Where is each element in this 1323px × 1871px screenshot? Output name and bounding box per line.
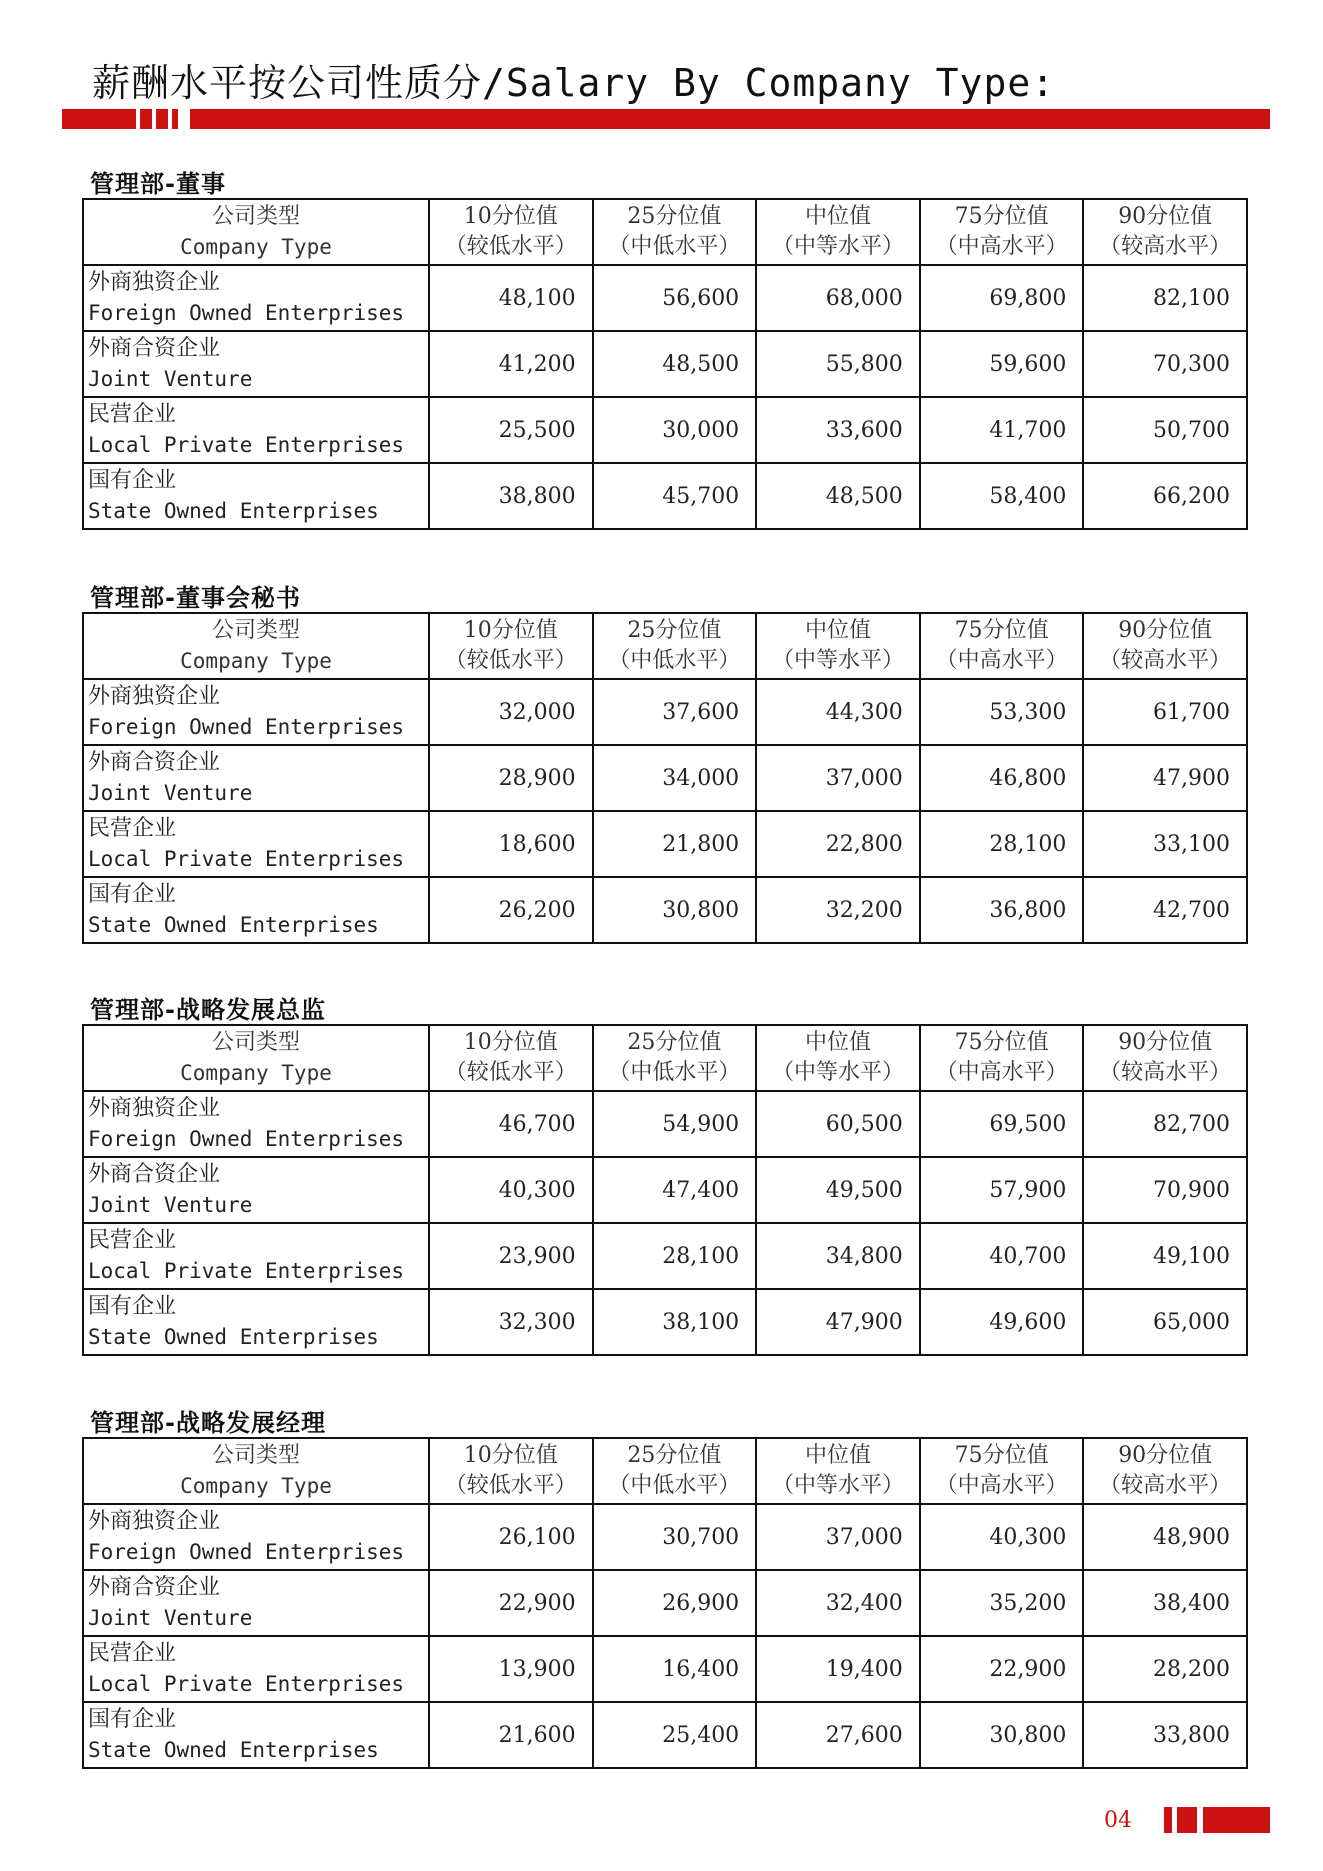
row-company-type: 国有企业 State Owned Enterprises <box>83 1289 429 1355</box>
section-title: 管理部-董事 <box>90 170 226 198</box>
header-p90: 90分位值 （较高水平） <box>1083 1438 1247 1504</box>
cell-p75: 58,400 <box>920 463 1084 529</box>
cell-p75: 69,500 <box>920 1091 1084 1157</box>
cell-median: 37,000 <box>756 745 920 811</box>
cell-p25: 54,900 <box>593 1091 757 1157</box>
cell-p10: 32,000 <box>429 679 593 745</box>
cell-p10: 40,300 <box>429 1157 593 1223</box>
cell-median: 55,800 <box>756 331 920 397</box>
header-bar-block-3 <box>172 109 178 129</box>
cell-p90: 28,200 <box>1083 1636 1247 1702</box>
cell-median: 33,600 <box>756 397 920 463</box>
cell-p90: 42,700 <box>1083 877 1247 943</box>
table-row <box>83 811 1247 877</box>
cell-p90: 50,700 <box>1083 397 1247 463</box>
header-p10: 10分位值 （较低水平） <box>429 1438 593 1504</box>
cell-p25: 21,800 <box>593 811 757 877</box>
cell-p90: 47,900 <box>1083 745 1247 811</box>
row-company-type: 民营企业 Local Private Enterprises <box>83 811 429 877</box>
cell-p25: 26,900 <box>593 1570 757 1636</box>
cell-p90: 33,100 <box>1083 811 1247 877</box>
row-company-type: 外商独资企业 Foreign Owned Enterprises <box>83 1504 429 1570</box>
cell-median: 48,500 <box>756 463 920 529</box>
header-p75: 75分位值 （中高水平） <box>920 199 1084 265</box>
table-header-row <box>83 613 1247 679</box>
salary-table <box>82 1024 1248 1356</box>
cell-p25: 38,100 <box>593 1289 757 1355</box>
cell-p90: 70,300 <box>1083 331 1247 397</box>
header-p25: 25分位值 （中低水平） <box>593 1025 757 1091</box>
row-company-type: 民营企业 Local Private Enterprises <box>83 397 429 463</box>
header-bar-main <box>190 109 1270 129</box>
section-title: 管理部-董事会秘书 <box>90 584 301 612</box>
salary-table <box>82 198 1248 530</box>
cell-p75: 46,800 <box>920 745 1084 811</box>
cell-p75: 28,100 <box>920 811 1084 877</box>
header-median: 中位值 （中等水平） <box>756 1025 920 1091</box>
header-median: 中位值 （中等水平） <box>756 199 920 265</box>
cell-p25: 16,400 <box>593 1636 757 1702</box>
cell-p10: 41,200 <box>429 331 593 397</box>
page-number: 04 <box>1104 1808 1132 1833</box>
section-title: 管理部-战略发展总监 <box>90 996 326 1024</box>
row-company-type: 外商合资企业 Joint Venture <box>83 1570 429 1636</box>
header-p90: 90分位值 （较高水平） <box>1083 613 1247 679</box>
cell-p90: 49,100 <box>1083 1223 1247 1289</box>
cell-p75: 49,600 <box>920 1289 1084 1355</box>
cell-p75: 40,300 <box>920 1504 1084 1570</box>
section-title: 管理部-战略发展经理 <box>90 1409 326 1437</box>
table-row <box>83 745 1247 811</box>
header-company-type: 公司类型 Company Type <box>83 613 429 679</box>
table-header-row <box>83 1025 1247 1091</box>
footer-bar-main <box>1203 1807 1270 1833</box>
cell-median: 47,900 <box>756 1289 920 1355</box>
cell-p25: 30,800 <box>593 877 757 943</box>
header-p75: 75分位值 （中高水平） <box>920 1438 1084 1504</box>
header-p75: 75分位值 （中高水平） <box>920 1025 1084 1091</box>
row-company-type: 民营企业 Local Private Enterprises <box>83 1636 429 1702</box>
cell-median: 34,800 <box>756 1223 920 1289</box>
cell-p90: 65,000 <box>1083 1289 1247 1355</box>
cell-p25: 47,400 <box>593 1157 757 1223</box>
cell-p90: 70,900 <box>1083 1157 1247 1223</box>
cell-median: 27,600 <box>756 1702 920 1768</box>
cell-p10: 38,800 <box>429 463 593 529</box>
cell-p75: 41,700 <box>920 397 1084 463</box>
cell-median: 32,200 <box>756 877 920 943</box>
header-p25: 25分位值 （中低水平） <box>593 613 757 679</box>
row-company-type: 民营企业 Local Private Enterprises <box>83 1223 429 1289</box>
table-header-row <box>83 199 1247 265</box>
cell-p10: 26,200 <box>429 877 593 943</box>
header-p90: 90分位值 （较高水平） <box>1083 199 1247 265</box>
table-row <box>83 1504 1247 1570</box>
row-company-type: 国有企业 State Owned Enterprises <box>83 877 429 943</box>
cell-p75: 22,900 <box>920 1636 1084 1702</box>
cell-p25: 30,000 <box>593 397 757 463</box>
salary-table <box>82 1437 1248 1769</box>
cell-p75: 53,300 <box>920 679 1084 745</box>
header-company-type: 公司类型 Company Type <box>83 199 429 265</box>
cell-p25: 48,500 <box>593 331 757 397</box>
cell-p10: 18,600 <box>429 811 593 877</box>
cell-median: 37,000 <box>756 1504 920 1570</box>
table-row <box>83 1636 1247 1702</box>
cell-p25: 30,700 <box>593 1504 757 1570</box>
header-bar-left <box>62 109 136 129</box>
salary-table <box>82 612 1248 944</box>
cell-p10: 21,600 <box>429 1702 593 1768</box>
cell-p75: 59,600 <box>920 331 1084 397</box>
header-company-type: 公司类型 Company Type <box>83 1438 429 1504</box>
header-p25: 25分位值 （中低水平） <box>593 1438 757 1504</box>
row-company-type: 外商独资企业 Foreign Owned Enterprises <box>83 265 429 331</box>
table-row <box>83 331 1247 397</box>
header-p10: 10分位值 （较低水平） <box>429 1025 593 1091</box>
cell-p25: 25,400 <box>593 1702 757 1768</box>
cell-median: 49,500 <box>756 1157 920 1223</box>
cell-p10: 32,300 <box>429 1289 593 1355</box>
table-row <box>83 397 1247 463</box>
cell-p25: 34,000 <box>593 745 757 811</box>
cell-p10: 48,100 <box>429 265 593 331</box>
row-company-type: 国有企业 State Owned Enterprises <box>83 463 429 529</box>
row-company-type: 外商合资企业 Joint Venture <box>83 331 429 397</box>
cell-p10: 25,500 <box>429 397 593 463</box>
cell-p90: 48,900 <box>1083 1504 1247 1570</box>
header-median: 中位值 （中等水平） <box>756 613 920 679</box>
cell-p90: 33,800 <box>1083 1702 1247 1768</box>
cell-p75: 57,900 <box>920 1157 1084 1223</box>
cell-p75: 36,800 <box>920 877 1084 943</box>
cell-median: 68,000 <box>756 265 920 331</box>
header-company-type: 公司类型 Company Type <box>83 1025 429 1091</box>
cell-p10: 22,900 <box>429 1570 593 1636</box>
cell-p25: 45,700 <box>593 463 757 529</box>
table-row <box>83 1289 1247 1355</box>
cell-median: 44,300 <box>756 679 920 745</box>
table-row <box>83 679 1247 745</box>
cell-p10: 26,100 <box>429 1504 593 1570</box>
page-title: 薪酬水平按公司性质分/Salary By Company Type: <box>92 61 1056 105</box>
header-bar-block-2 <box>156 109 168 129</box>
table-header-row <box>83 1438 1247 1504</box>
row-company-type: 外商独资企业 Foreign Owned Enterprises <box>83 1091 429 1157</box>
table-row <box>83 877 1247 943</box>
cell-median: 19,400 <box>756 1636 920 1702</box>
cell-p90: 66,200 <box>1083 463 1247 529</box>
row-company-type: 外商独资企业 Foreign Owned Enterprises <box>83 679 429 745</box>
cell-p10: 23,900 <box>429 1223 593 1289</box>
cell-p10: 46,700 <box>429 1091 593 1157</box>
table-row <box>83 1157 1247 1223</box>
header-p10: 10分位值 （较低水平） <box>429 199 593 265</box>
table-row <box>83 463 1247 529</box>
cell-p90: 82,700 <box>1083 1091 1247 1157</box>
table-row <box>83 1702 1247 1768</box>
cell-p90: 38,400 <box>1083 1570 1247 1636</box>
header-bar-block-1 <box>140 109 152 129</box>
row-company-type: 外商合资企业 Joint Venture <box>83 745 429 811</box>
cell-p25: 37,600 <box>593 679 757 745</box>
header-p90: 90分位值 （较高水平） <box>1083 1025 1247 1091</box>
header-median: 中位值 （中等水平） <box>756 1438 920 1504</box>
cell-median: 60,500 <box>756 1091 920 1157</box>
cell-p75: 40,700 <box>920 1223 1084 1289</box>
cell-p25: 56,600 <box>593 265 757 331</box>
header-p25: 25分位值 （中低水平） <box>593 199 757 265</box>
cell-p25: 28,100 <box>593 1223 757 1289</box>
table-row <box>83 1223 1247 1289</box>
cell-p90: 82,100 <box>1083 265 1247 331</box>
table-row <box>83 1091 1247 1157</box>
row-company-type: 外商合资企业 Joint Venture <box>83 1157 429 1223</box>
table-row <box>83 265 1247 331</box>
cell-p75: 69,800 <box>920 265 1084 331</box>
footer-bar-block-1 <box>1164 1807 1172 1833</box>
table-row <box>83 1570 1247 1636</box>
header-p10: 10分位值 （较低水平） <box>429 613 593 679</box>
cell-p75: 30,800 <box>920 1702 1084 1768</box>
cell-median: 22,800 <box>756 811 920 877</box>
cell-p75: 35,200 <box>920 1570 1084 1636</box>
cell-p10: 28,900 <box>429 745 593 811</box>
header-p75: 75分位值 （中高水平） <box>920 613 1084 679</box>
cell-p90: 61,700 <box>1083 679 1247 745</box>
footer-bar-block-2 <box>1177 1807 1197 1833</box>
row-company-type: 国有企业 State Owned Enterprises <box>83 1702 429 1768</box>
cell-median: 32,400 <box>756 1570 920 1636</box>
cell-p10: 13,900 <box>429 1636 593 1702</box>
